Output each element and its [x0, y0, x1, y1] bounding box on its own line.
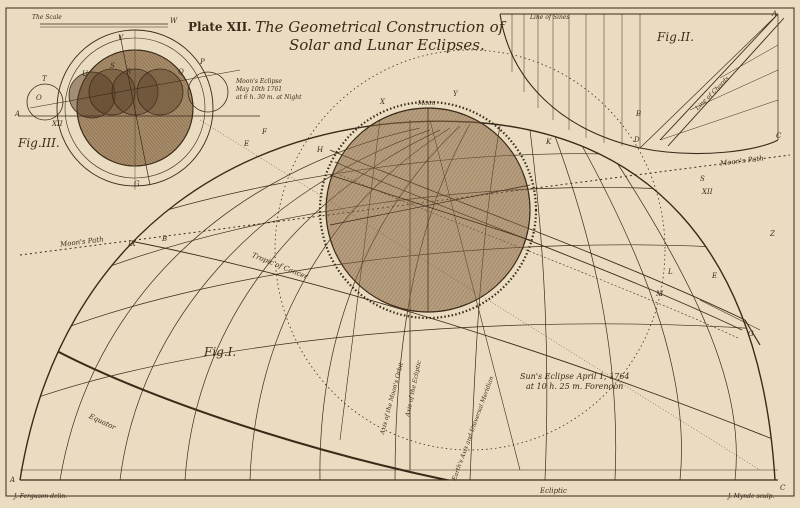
moons-eclipse-line-3: at 6 h. 30 m. at Night — [236, 94, 302, 101]
moon-label: Moon — [418, 100, 436, 107]
letter-e-right: E — [712, 272, 718, 280]
line-of-chords-label: Line of Chords — [694, 75, 731, 112]
letter-q: Q — [178, 68, 184, 76]
solar-eclipse-caption — [520, 372, 630, 392]
plate-number: Plate XII. — [188, 20, 252, 34]
letter-p: P — [200, 58, 205, 66]
letter-c-fig2: C — [776, 132, 782, 140]
letter-xii-fig3: XII — [52, 120, 63, 128]
credit-left: J. Ferguson delin. — [14, 493, 68, 500]
sun-disc — [320, 102, 536, 318]
moons-eclipse-line-2: May 10th 1761 — [236, 86, 283, 93]
letter-c-bottom: C — [780, 484, 786, 492]
line-of-sines-label: Line of Sines — [530, 14, 570, 21]
letter-z: Z — [770, 230, 775, 238]
letter-b-fig2: B — [636, 110, 642, 118]
solar-eclipse-line-1: Sun's Eclipse April 1, 1764 — [520, 372, 630, 381]
letter-v-fig3: V — [118, 34, 124, 42]
letter-a-bottom: A — [10, 476, 16, 484]
letter-a-fig3: A — [15, 110, 21, 118]
earths-axis-label: Earth's Axis and Universal Meridian — [451, 375, 496, 482]
credit-right: J. Mynde sculp. — [728, 493, 775, 500]
letter-b: B — [162, 235, 168, 243]
solar-eclipse-line-2: at 10 h. 25 m. Forenoon — [526, 382, 624, 391]
fig1-label: Fig.I. — [204, 345, 237, 359]
letter-k: K — [546, 138, 552, 146]
title-line-1: The Geometrical Construction of — [255, 18, 505, 36]
letter-s-right: S — [700, 175, 705, 183]
letter-a-fig2: A — [772, 10, 778, 18]
letter-r-fig3: R — [126, 68, 132, 76]
letter-e-left: E — [244, 140, 250, 148]
fig2-label: Fig.II. — [657, 30, 694, 44]
moons-eclipse-line-1: Moon's Eclipse — [236, 78, 282, 85]
moons-orbit-axis-label: Axis of the Moon's Orbit — [379, 361, 405, 436]
ecliptic-axis-label: Axis of the Ecliptic — [404, 359, 423, 418]
fig3-lunar-eclipse — [18, 24, 260, 190]
fig3-label: Fig.III. — [18, 136, 60, 150]
letter-m: M — [656, 290, 664, 298]
title-line-2: Solar and Lunar Eclipses. — [289, 36, 485, 54]
letter-xii-right: XII — [702, 188, 713, 196]
letter-g-right: G — [748, 330, 754, 338]
letter-d-fig2: D — [634, 136, 640, 144]
letter-x: X — [380, 98, 385, 106]
letter-l: L — [668, 268, 673, 276]
moons-path-right-label: Moon's Path — [719, 154, 765, 168]
moons-path-left-label: Moon's Path — [59, 235, 105, 249]
plate-title — [255, 18, 504, 54]
letter-u-fig3: U — [82, 70, 88, 78]
letter-s-fig3: S — [110, 62, 115, 70]
letter-h: H — [317, 146, 324, 154]
scale-end-letter: W — [170, 17, 178, 25]
letter-g-fig3: G — [134, 180, 140, 188]
letter-f: F — [262, 128, 267, 136]
moons-eclipse-caption — [236, 78, 302, 102]
scale-label: The Scale — [32, 14, 62, 21]
tropic-of-cancer-label: Tropic of Cancer — [250, 251, 309, 281]
ecliptic-label: Ecliptic — [540, 487, 567, 495]
letter-o-left: O — [36, 94, 42, 102]
letter-y: Y — [453, 90, 458, 98]
equator-label: Equator — [87, 412, 118, 432]
letter-ix: IX — [128, 240, 136, 248]
letter-t: T — [42, 75, 47, 83]
